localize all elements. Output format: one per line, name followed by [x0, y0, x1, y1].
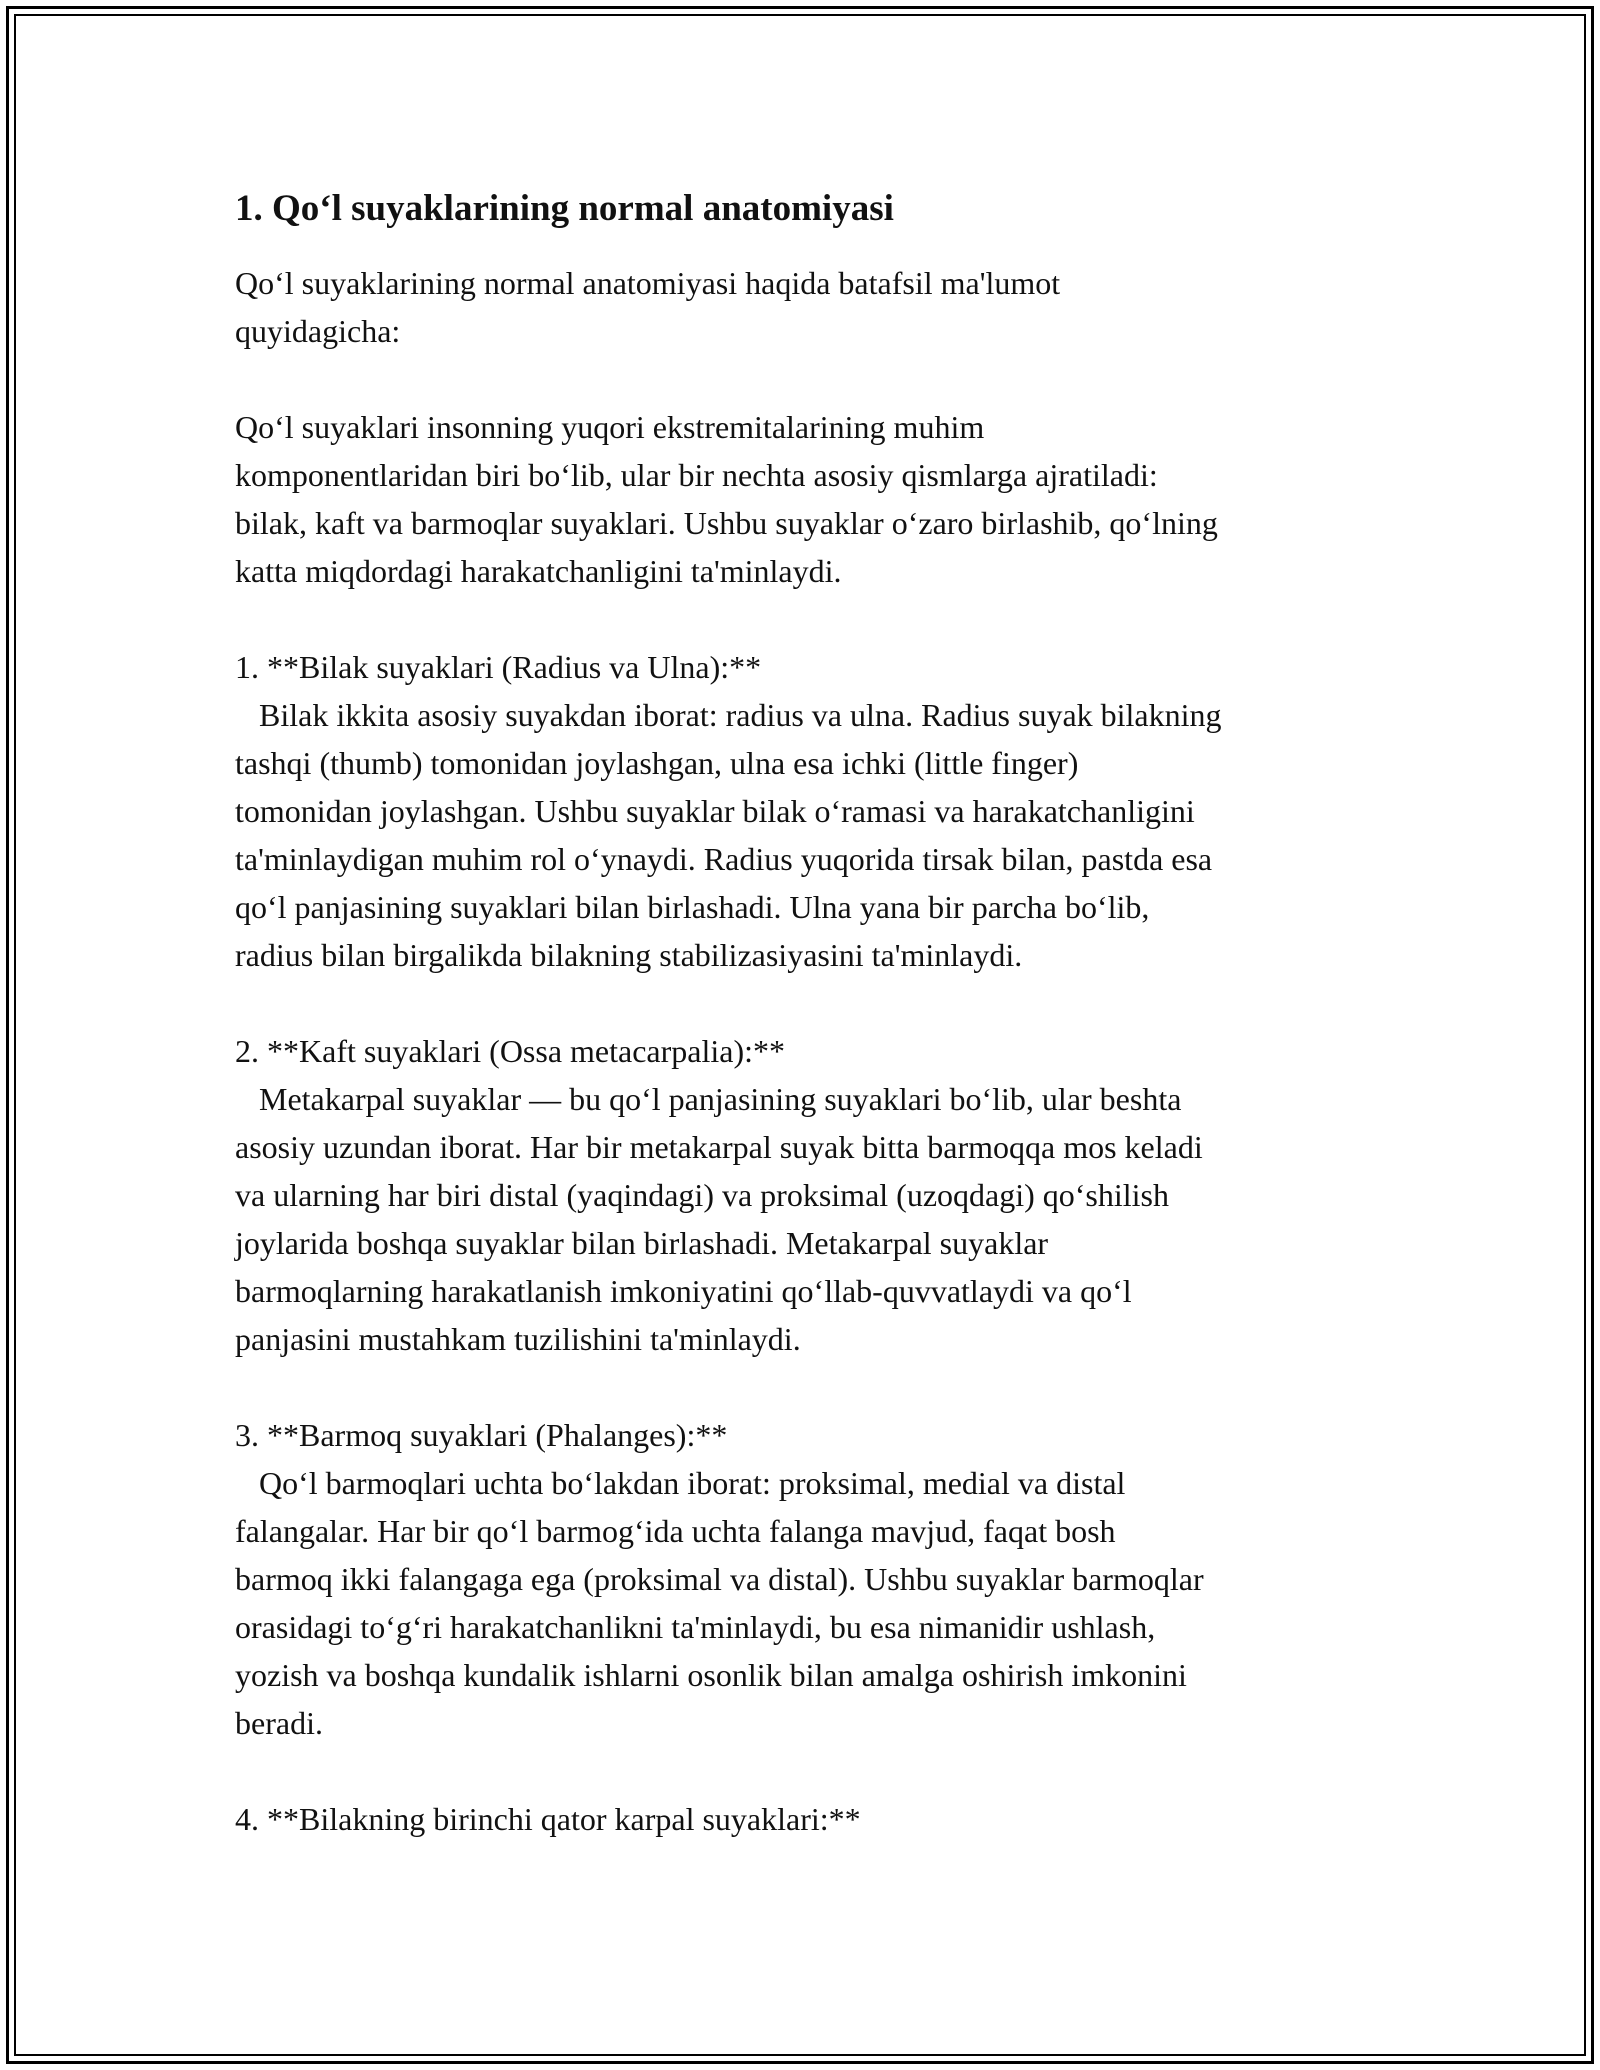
paragraph-spacer	[235, 1363, 1375, 1411]
section-heading: 4. **Bilakning birinchi qator karpal suyaklari:**	[235, 1801, 861, 1838]
section-body: Metakarpal suyaklar — bu qo‘l panjasining suyaklari bo‘lib, ular beshta asosiy uzundan iborat. Har bir metakarpal suyak bitta barmoqqa mos keladi va ularning har biri distal (yaqindagi) va proksimal (uzoqdagi) qo‘shilish joylarida boshqa suyaklar bilan birlashadi. Metakarpal suyaklar barmoqlarning harakatlanish imkoniyatini qo‘llab-quvvatlaydi va qo‘l panjasini mustahkam tuzilishini ta'minlaydi.	[235, 1081, 1203, 1358]
paragraph-spacer	[235, 595, 1375, 643]
section-metacarpals	[235, 1027, 1375, 1363]
overview-paragraph: Qo‘l suyaklari insonning yuqori ekstremitalarining muhim komponentlaridan biri bo‘lib, ular bir nechta asosiy qismlarga ajratiladi: bilak, kaft va barmoqlar suyaklari. Ushbu suyaklar o‘zaro birlashib, qo‘lning katta miqdordagi harakatchanligini ta'minlaydi.	[235, 409, 1218, 590]
document-body	[235, 185, 1375, 1843]
section-carpals	[235, 1795, 1375, 1843]
section-phalanges	[235, 1411, 1375, 1747]
section-body: Bilak ikkita asosiy suyakdan iborat: radius va ulna. Radius suyak bilakning tashqi (thumb) tomonidan joylashgan, ulna esa ichki (little finger) tomonidan joylashgan. Ushbu suyaklar bilak o‘ramasi va harakatchanligini ta'minlaydigan muhim rol o‘ynaydi. Radius yuqorida tirsak bilan, pastda esa qo‘l panjasining suyaklari bilan birlashadi. Ulna yana bir parcha bo‘lib, radius bilan birgalikda bilakning stabilizasiyasini ta'minlaydi.	[235, 697, 1222, 974]
section-body: Qo‘l barmoqlari uchta bo‘lakdan iborat: proksimal, medial va distal falangalar. Har bir qo‘l barmog‘ida uchta falanga mavjud, faqat bosh barmoq ikki falangaga ega (proksimal va distal). Ushbu suyaklar barmoqlar orasidagi to‘g‘ri harakatchanlikni ta'minlaydi, bu esa nimanidir ushlash, yozish va boshqa kundalik ishlarni osonlik bilan amalga oshirish imkonini beradi.	[235, 1465, 1204, 1742]
intro-paragraph: Qo‘l suyaklarining normal anatomiyasi haqida batafsil ma'lumot quyidagicha:	[235, 265, 1061, 350]
section-heading: 1. **Bilak suyaklari (Radius va Ulna):**	[235, 649, 762, 686]
page-title: 1. Qo‘l suyaklarining normal anatomiyasi	[235, 188, 894, 229]
paragraph-spacer	[235, 979, 1375, 1027]
section-heading: 3. **Barmoq suyaklari (Phalanges):**	[235, 1417, 728, 1454]
section-heading: 2. **Kaft suyaklari (Ossa metacarpalia):**	[235, 1033, 786, 1070]
section-radius-ulna	[235, 643, 1375, 979]
paragraph-spacer	[235, 355, 1375, 403]
paragraph-spacer	[235, 1747, 1375, 1795]
